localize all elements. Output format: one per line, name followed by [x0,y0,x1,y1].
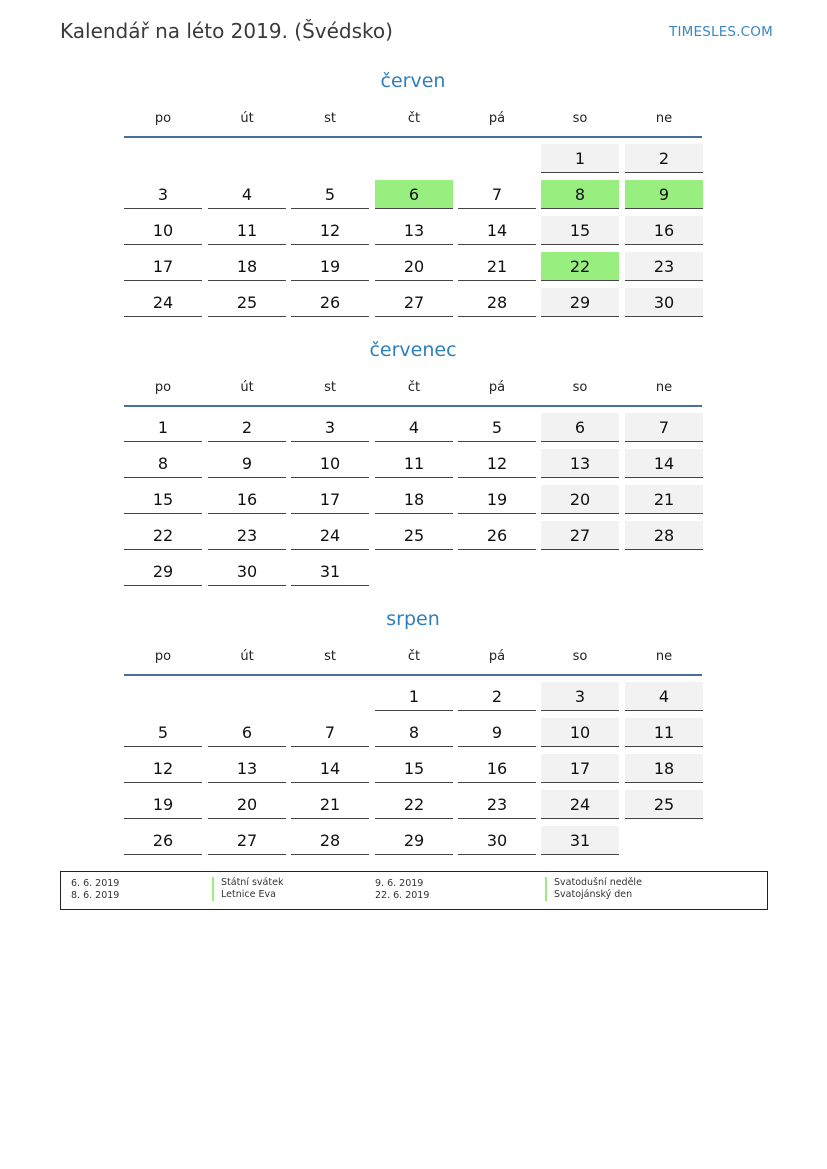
calendar-day: 7 [458,180,536,209]
calendar-day: 9 [458,718,536,747]
calendar-day-holiday: 22 [541,252,619,281]
weekday-header [124,111,702,131]
calendar-day: 23 [625,252,703,281]
calendar-day: 11 [208,216,286,245]
calendar-day: 5 [458,413,536,442]
calendar-day: 3 [291,413,369,442]
calendar-day: 1 [375,682,453,711]
calendar-day: 17 [541,754,619,783]
calendar-day: 7 [291,718,369,747]
calendar-day: 11 [375,449,453,478]
weekday-label: čt [407,380,421,395]
weekday-divider [124,674,702,676]
weekday-header [124,380,702,400]
legend-date: 22. 6. 2019 [375,890,430,901]
calendar-day: 20 [375,252,453,281]
calendar-day: 31 [291,557,369,586]
weekday-divider [124,405,702,407]
weekday-label: čt [407,111,421,126]
calendar-day: 2 [458,682,536,711]
legend-date: 9. 6. 2019 [375,878,424,889]
calendar-day: 19 [291,252,369,281]
calendar-day: 10 [541,718,619,747]
calendar-day: 24 [291,521,369,550]
calendar-day: 30 [625,288,703,317]
weekday-label: po [154,111,172,126]
calendar-day: 26 [124,826,202,855]
calendar-day: 16 [458,754,536,783]
weekday-label: po [154,380,172,395]
calendar-day: 19 [124,790,202,819]
calendar-day: 19 [458,485,536,514]
calendar-day: 10 [124,216,202,245]
calendar-day: 17 [291,485,369,514]
calendar-day: 4 [625,682,703,711]
calendar-day: 22 [375,790,453,819]
calendar-day: 12 [124,754,202,783]
weekday-label: so [572,649,588,664]
calendar-day: 22 [124,521,202,550]
calendar-day: 9 [208,449,286,478]
weekday-header [124,649,702,669]
calendar-day: 24 [124,288,202,317]
calendar-day: 20 [541,485,619,514]
calendar-day: 11 [625,718,703,747]
weekday-label: so [572,380,588,395]
month-title: srpen [386,608,440,630]
calendar-day: 1 [124,413,202,442]
calendar-day-holiday: 9 [625,180,703,209]
calendar-day: 6 [541,413,619,442]
calendar-day: 14 [291,754,369,783]
calendar-day: 5 [124,718,202,747]
calendar-day: 12 [291,216,369,245]
calendar-day: 26 [291,288,369,317]
calendar-day: 7 [625,413,703,442]
calendar-day: 18 [208,252,286,281]
weekday-label: st [324,111,336,126]
weekday-label: ne [655,380,673,395]
calendar-day: 5 [291,180,369,209]
calendar-day: 27 [541,521,619,550]
legend-date: 6. 6. 2019 [71,878,120,889]
calendar-day: 25 [625,790,703,819]
calendar-day: 23 [208,521,286,550]
legend-date: 8. 6. 2019 [71,890,120,901]
calendar-day: 28 [458,288,536,317]
calendar-day-holiday: 8 [541,180,619,209]
calendar-day: 17 [124,252,202,281]
month-title: červen [380,70,446,92]
calendar-day: 28 [625,521,703,550]
calendar-day: 10 [291,449,369,478]
calendar-day: 14 [625,449,703,478]
weekday-label: st [324,649,336,664]
calendar-day: 29 [124,557,202,586]
calendar-day: 8 [375,718,453,747]
calendar-day: 2 [208,413,286,442]
calendar-day: 16 [208,485,286,514]
page-title: Kalendář na léto 2019. (Švédsko) [60,19,393,43]
weekday-label: ne [655,111,673,126]
weekday-label: út [240,649,254,664]
calendar-day: 18 [625,754,703,783]
calendar-day: 13 [541,449,619,478]
calendar-day: 29 [541,288,619,317]
calendar-day: 2 [625,144,703,173]
calendar-day: 18 [375,485,453,514]
calendar-day: 14 [458,216,536,245]
weekday-label: ne [655,649,673,664]
weekday-label: čt [407,649,421,664]
calendar-day: 15 [541,216,619,245]
weekday-label: pá [488,380,506,395]
weekday-label: po [154,649,172,664]
weekday-label: pá [488,649,506,664]
calendar-day: 27 [375,288,453,317]
calendar-day: 25 [208,288,286,317]
calendar-day: 21 [291,790,369,819]
calendar-day: 3 [541,682,619,711]
calendar-day: 30 [458,826,536,855]
weekday-label: út [240,380,254,395]
weekday-label: út [240,111,254,126]
weekday-label: so [572,111,588,126]
holiday-legend [60,871,768,910]
calendar-day: 24 [541,790,619,819]
weekday-divider [124,136,702,138]
calendar-day: 3 [124,180,202,209]
calendar-day: 30 [208,557,286,586]
calendar-day: 21 [458,252,536,281]
calendar-day: 23 [458,790,536,819]
calendar-day: 31 [541,826,619,855]
calendar-day: 6 [208,718,286,747]
weekday-label: st [324,380,336,395]
calendar-day: 8 [124,449,202,478]
calendar-day: 25 [375,521,453,550]
calendar-day: 15 [375,754,453,783]
legend-holiday-name: Svatodušní neděle [545,877,642,889]
calendar-day: 16 [625,216,703,245]
calendar-day-holiday: 6 [375,180,453,209]
calendar-day: 29 [375,826,453,855]
month-title: červenec [369,339,457,361]
calendar-day: 15 [124,485,202,514]
legend-holiday-name: Letnice Eva [212,889,276,901]
calendar-day: 28 [291,826,369,855]
weekday-label: pá [488,111,506,126]
calendar-day: 4 [375,413,453,442]
calendar-day: 13 [208,754,286,783]
calendar-day: 21 [625,485,703,514]
legend-holiday-name: Svatojánský den [545,889,632,901]
legend-holiday-name: Státní svátek [212,877,283,889]
brand-link[interactable]: TIMESLES.COM [669,24,773,40]
calendar-day: 26 [458,521,536,550]
calendar-day: 20 [208,790,286,819]
calendar-day: 4 [208,180,286,209]
calendar-day: 27 [208,826,286,855]
calendar-day: 13 [375,216,453,245]
calendar-day: 12 [458,449,536,478]
calendar-day: 1 [541,144,619,173]
